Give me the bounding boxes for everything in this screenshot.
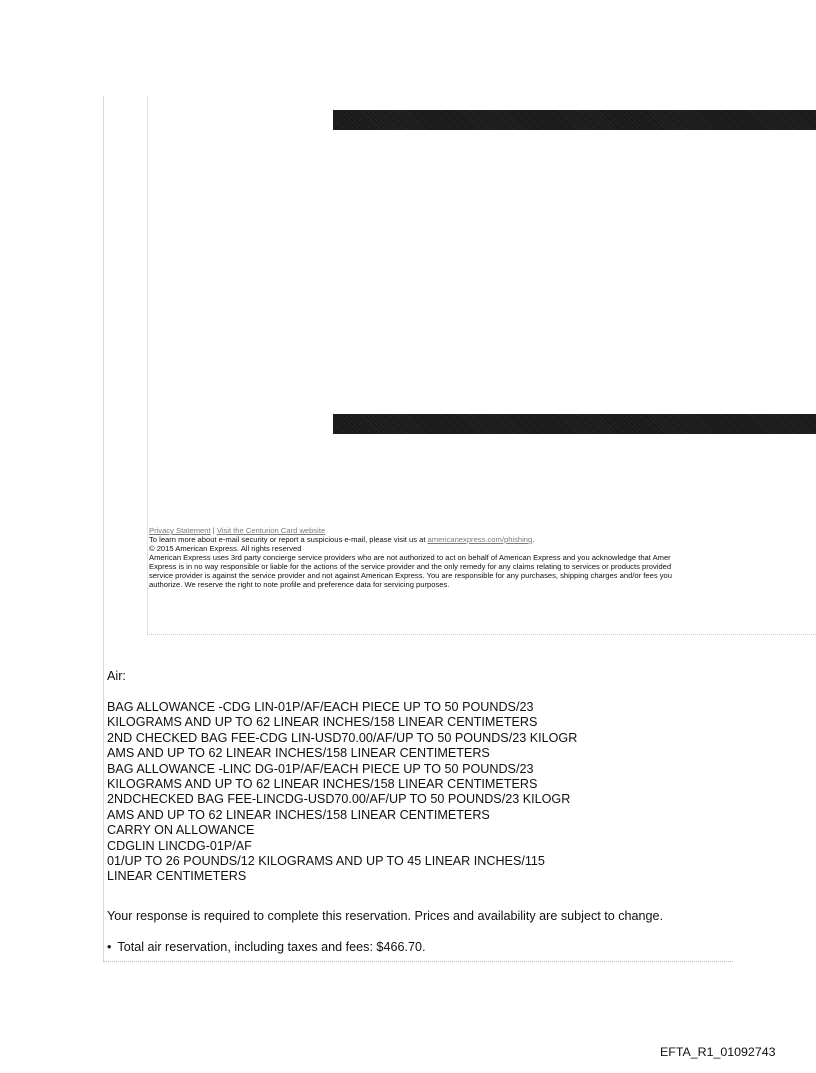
baggage-line: 01/UP TO 26 POUNDS/12 KILOGRAMS AND UP TO 45 LINEAR INCHES/115 (107, 854, 545, 869)
email-footer (149, 526, 816, 589)
baggage-line: AMS AND UP TO 62 LINEAR INCHES/158 LINEAR CENTIMETERS (107, 807, 490, 822)
baggage-line: BAG ALLOWANCE -CDG LIN-01P/AF/EACH PIECE UP TO 50 POUNDS/23 (107, 700, 534, 714)
baggage-line: BAG ALLOWANCE -LINC DG-01P/AF/EACH PIECE UP TO 50 POUNDS/23 (107, 761, 534, 776)
footer-links-row (149, 526, 816, 535)
redaction-bar-top (333, 110, 816, 130)
redaction-bar-bottom (333, 414, 816, 434)
security-row (149, 535, 816, 544)
inner-left-border (147, 96, 148, 634)
disclaimer-line: American Express uses 3rd party concierge service providers who are not authorized to act on behalf of American Express and you acknowledge that Amer (149, 553, 671, 562)
security-text: To learn more about e-mail security or report a suspicious e-mail, please visit us at (149, 535, 426, 544)
baggage-line: CDGLIN LINCDG-01P/AF (107, 838, 252, 853)
privacy-statement-link[interactable]: Privacy Statement (149, 526, 211, 535)
disclaimer-line: authorize. We reserve the right to note profile and preference data for servicing purposes. (149, 580, 450, 589)
outer-left-border (103, 96, 104, 962)
total-air-reservation (107, 940, 807, 955)
air-baggage-details (107, 700, 807, 885)
air-section-label: Air: (107, 669, 126, 683)
security-end: . (532, 535, 535, 544)
centurion-card-link[interactable]: Visit the Centurion Card website (216, 526, 326, 535)
inner-bottom-divider (147, 634, 816, 635)
baggage-line: 2ND CHECKED BAG FEE-CDG LIN-USD70.00/AF/UP TO 50 POUNDS/23 KILOGR (107, 730, 578, 745)
bottom-divider (103, 961, 733, 962)
baggage-line: LINEAR CENTIMETERS (107, 869, 247, 884)
reservation-notice: Your response is required to complete this reservation. Prices and availability are subject to change. (107, 909, 664, 923)
baggage-line: AMS AND UP TO 62 LINEAR INCHES/158 LINEAR CENTIMETERS (107, 746, 490, 761)
total-text: Total air reservation, including taxes and fees: $466.70. (117, 940, 426, 954)
baggage-line: CARRY ON ALLOWANCE (107, 823, 255, 838)
baggage-line: 2NDCHECKED BAG FEE-LINCDG-USD70.00/AF/UP TO 50 POUNDS/23 KILOGR (107, 792, 571, 807)
copyright-text: © 2015 American Express. All rights reserved (149, 544, 302, 553)
link-separator: | (212, 526, 215, 535)
bullet-icon: • (107, 940, 112, 954)
baggage-line: KILOGRAMS AND UP TO 62 LINEAR INCHES/158 LINEAR CENTIMETERS (107, 715, 538, 730)
document-id: EFTA_R1_01092743 (660, 1045, 776, 1059)
baggage-line: KILOGRAMS AND UP TO 62 LINEAR INCHES/158 LINEAR CENTIMETERS (107, 777, 538, 792)
disclaimer-line: service provider is against the service provider and not against American Express. You are responsible for any purchases, shipping charges and/or fees you (149, 571, 672, 580)
disclaimer-line: Express is in no way responsible or liable for the actions of the service provider and the only remedy for any claims relating to services or products provided (149, 562, 672, 571)
phishing-link[interactable]: americanexpress.com/phishing (427, 535, 533, 544)
